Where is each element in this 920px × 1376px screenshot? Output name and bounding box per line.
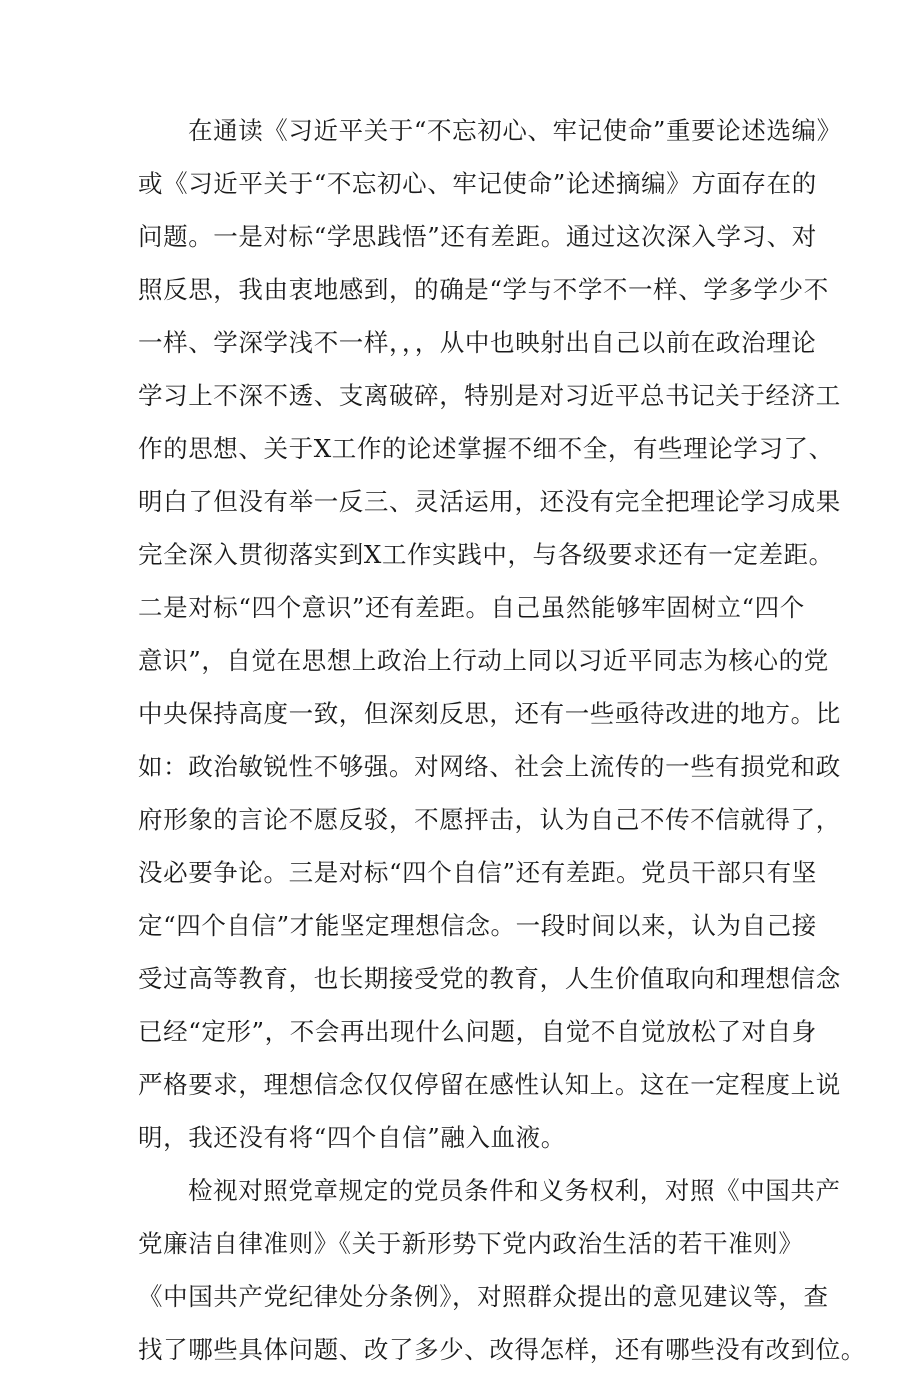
paragraph-1-line-2: 或《习近平关于“不忘初心、牢记使命”论述摘编》方面存在的 xyxy=(138,169,817,198)
paragraph-1-line-5: 一样、学深学浅不一样，，，从中也映射出自己以前在政治理论 xyxy=(138,328,817,357)
paragraph-1-line-18: 已经“定形”，不会再出现什么问题，自觉不自觉放松了对自身 xyxy=(138,1017,817,1046)
paragraph-1-line-17: 受过高等教育，也长期接受党的教育，人生价值取向和理想信念 xyxy=(138,964,841,993)
paragraph-1-line-8: 明白了但没有举一反三、灵活运用，还没有完全把理论学习成果 xyxy=(138,487,841,516)
paragraph-1-line-10: 二是对标“四个意识”还有差距。自己虽然能够牢固树立“四个 xyxy=(138,593,805,622)
paragraph-1-line-12: 中央保持高度一致，但深刻反思，还有一些亟待改进的地方。比 xyxy=(138,699,841,728)
paragraph-1-line-4: 照反思，我由衷地感到，的确是“学与不学不一样、学多学少不 xyxy=(138,275,829,304)
paragraph-1-line-9: 完全深入贯彻落实到X工作实践中，与各级要求还有一定差距。 xyxy=(138,540,834,569)
paragraph-1-line-19: 严格要求，理想信念仅仅停留在感性认知上。这在一定程度上说 xyxy=(138,1070,841,1099)
paragraph-2-line-1: 检视对照党章规定的党员条件和义务权利，对照《中国共产 xyxy=(188,1176,841,1205)
paragraph-1-line-6: 学习上不深不透、支离破碎，特别是对习近平总书记关于经济工 xyxy=(138,381,841,410)
paragraph-1-line-3: 问题。一是对标“学思践悟”还有差距。通过这次深入学习、对 xyxy=(138,222,817,251)
paragraph-2-line-2: 党廉洁自律准则》《关于新形势下党内政治生活的若干准则》 xyxy=(138,1229,804,1258)
paragraph-1-line-14: 府形象的言论不愿反驳，不愿抨击，认为自己不传不信就得了， xyxy=(138,805,841,834)
body-text xyxy=(138,104,866,1376)
paragraph-1-line-7: 作的思想、关于X工作的论述掌握不细不全，有些理论学习了、 xyxy=(138,434,834,463)
paragraph-1-line-15: 没必要争论。三是对标“四个自信”还有差距。党员干部只有坚 xyxy=(138,858,817,887)
paragraph-2-line-4: 找了哪些具体问题、改了多少、改得怎样，还有哪些没有改到位。 xyxy=(138,1335,866,1364)
paragraph-1-line-16: 定“四个自信”才能坚定理想信念。一段时间以来，认为自己接 xyxy=(138,911,817,940)
paragraph-1-line-11: 意识”，自觉在思想上政治上行动上同以习近平同志为核心的党 xyxy=(138,646,829,675)
paragraph-1-line-1: 在通读《习近平关于“不忘初心、牢记使命”重要论述选编》 xyxy=(188,116,842,145)
paragraph-2-line-3: 《中国共产党纪律处分条例》，对照群众提出的意见建议等，查 xyxy=(138,1282,829,1311)
paragraph-1-line-13: 如：政治敏锐性不够强。对网络、社会上流传的一些有损党和政 xyxy=(138,752,841,781)
paragraph-1-line-20: 明，我还没有将“四个自信”融入血液。 xyxy=(138,1123,566,1152)
